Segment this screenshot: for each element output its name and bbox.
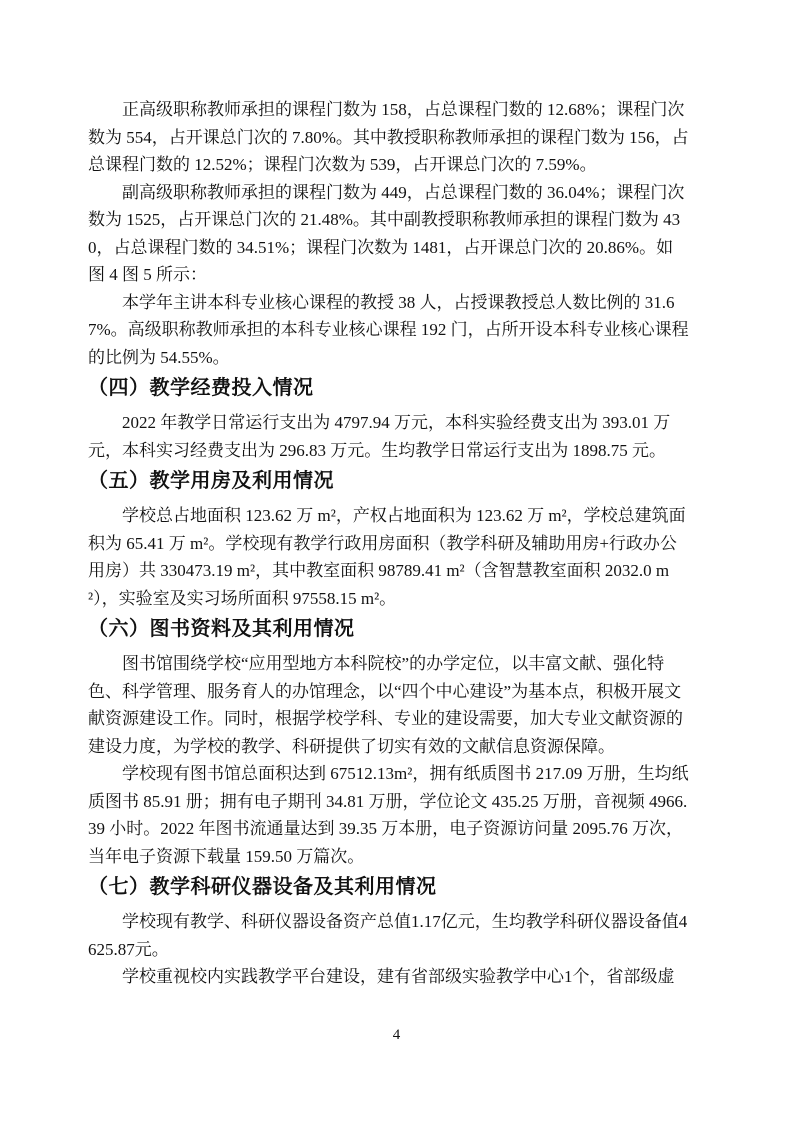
paragraph-professor-core-courses: 本学年主讲本科专业核心课程的教授 38 人，占授课教授总人数比例的 31.67%。高级职称教师承担的本科专业核心课程 192 门，占所开设本科专业核心课程的比例为 54.55%。: [88, 292, 689, 367]
paragraph-practice-platforms: 学校重视校内实践教学平台建设，建有省部级实验教学中心1个，省部级虚: [122, 967, 675, 986]
paragraph-library-philosophy: 图书馆围绕学校“应用型地方本科院校”的办学定位，以丰富文献、强化特色、科学管理、服务育人的办馆理念，以“四个中心建设”为基本点，积极开展文献资源建设工作。同时，根据学校学科、专业的建设需要，加大专业文献资源的建设力度，为学校的教学、科研提供了切实有效的文献信息资源保障。: [88, 654, 683, 756]
paragraph-teaching-expenditure: 2022 年教学日常运行支出为 4797.94 万元，本科实验经费支出为 393.01 万元，本科实习经费支出为 296.83 万元。生均教学日常运行支出为 1898.75 元。: [88, 413, 671, 460]
heading-section-4-funding: （四）教学经费投入情况: [88, 377, 314, 399]
heading-section-6-library: （六）图书资料及其利用情况: [88, 618, 355, 640]
paragraph-equipment-value: 学校现有教学、科研仪器设备资产总值1.17亿元，生均教学科研仪器设备值4625.87元。: [88, 912, 688, 959]
paragraph-associate-title-courses: 副高级职称教师承担的课程门数为 449，占总课程门数的 36.04%；课程门次数为 1525，占开课总门次的 21.48%。其中副教授职称教师承担的课程门数为 430，占总课程门数的 34.51%；课程门次数为 1481，占开课总门次的 20.86%。如图 4 图 5 所示：: [88, 182, 685, 284]
paragraph-library-collections: 学校现有图书馆总面积达到 67512.13m²，拥有纸质图书 217.09 万册，生均纸质图书 85.91 册；拥有电子期刊 34.81 万册，学位论文 435.25 万册，音视频 4966.39 小时。2022 年图书流通量达到 39.35 万本册，电子资源访问量 2095.76 万次，当年电子资源下载量 159.50 万篇次。: [88, 764, 689, 866]
paragraph-campus-area: 学校总占地面积 123.62 万 m²，产权占地面积为 123.62 万 m²，学校总建筑面积为 65.41 万 m²。学校现有教学行政用房面积（教学科研及辅助用房+行政办公用房）共 330473.19 m²，其中教室面积 98789.41 m²（含智慧教室面积 2032.0 m²），实验室及实习场所面积 97558.15 m²。: [88, 506, 686, 608]
heading-section-7-equipment: （七）教学科研仪器设备及其利用情况: [88, 876, 437, 898]
page-content: [88, 96, 689, 991]
paragraph-senior-title-courses: 正高级职称教师承担的课程门数为 158，占总课程门数的 12.68%；课程门次数为 554，占开课总门次的 7.80%。其中教授职称教师承担的课程门数为 156，占总课程门数的 12.52%；课程门次数为 539，占开课总门次的 7.59%。: [88, 100, 689, 174]
page-number: 4: [392, 1027, 401, 1043]
heading-section-5-buildings: （五）教学用房及利用情况: [88, 470, 334, 492]
